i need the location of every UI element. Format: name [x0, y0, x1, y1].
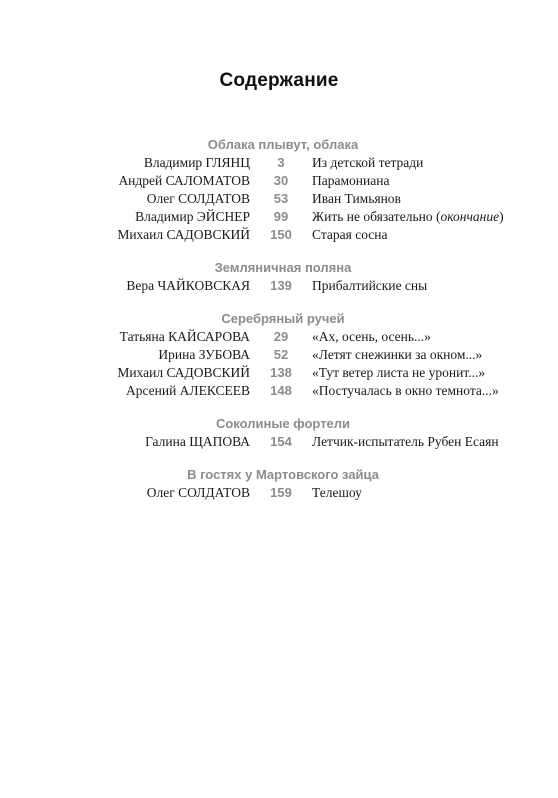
page-title: Содержание [219, 70, 339, 91]
entry-page-number: 139 [270, 278, 292, 293]
entry-title: «Ах, осень, осень...» [312, 329, 431, 344]
entry-title: Иван Тимьянов [312, 191, 401, 206]
entry-page-number: 3 [277, 155, 285, 170]
toc-entry [0, 346, 558, 364]
toc-entry [0, 433, 558, 451]
toc-section [0, 136, 558, 244]
entry-page-number: 99 [273, 209, 289, 224]
toc-entry [0, 277, 558, 295]
entry-title: «Постучалась в окно темнота...» [312, 383, 499, 398]
toc-section [0, 415, 558, 451]
entry-title: «Летят снежинки за окном...» [312, 347, 483, 362]
entry-author: Олег СОЛДАТОВ [146, 485, 250, 500]
toc-entry [0, 172, 558, 190]
toc-entry [0, 382, 558, 400]
entry-page-number: 30 [273, 173, 289, 188]
entry-title: «Тут ветер листа не уронит...» [312, 365, 486, 380]
entry-author: Михаил САДОВСКИЙ [117, 365, 250, 380]
table-of-contents [0, 136, 558, 517]
toc-entry [0, 328, 558, 346]
entry-author: Вера ЧАЙКОВСКАЯ [126, 278, 250, 293]
entry-page-number: 29 [273, 329, 289, 344]
toc-entry [0, 190, 558, 208]
entry-title-note: окончание [440, 209, 500, 224]
entry-title: Летчик-испытатель Рубен Есаян [312, 434, 499, 449]
entry-page-number: 150 [270, 227, 292, 242]
entry-author: Ирина ЗУБОВА [158, 347, 250, 362]
toc-entry [0, 226, 558, 244]
entry-author: Галина ЩАПОВА [145, 434, 250, 449]
entry-page-number: 154 [270, 434, 292, 449]
toc-entry [0, 154, 558, 172]
entry-title: Прибалтийские сны [312, 278, 428, 293]
entry-page-number: 52 [273, 347, 289, 362]
entry-title: Телешоу [312, 485, 362, 500]
entry-page-number: 53 [273, 191, 289, 206]
entry-title: Парамониана [312, 173, 390, 188]
section-title: Земляничная поляна [214, 260, 352, 275]
entry-page-number: 148 [270, 383, 292, 398]
entry-title: Жить не обязательно [312, 209, 433, 224]
section-title: Облака плывут, облака [207, 137, 359, 152]
entry-author: Владимир ЭЙСНЕР [135, 209, 250, 224]
entry-author: Михаил САДОВСКИЙ [117, 227, 250, 242]
entry-title: Старая сосна [312, 227, 388, 242]
toc-entry [0, 484, 558, 502]
entry-author: Владимир ГЛЯНЦ [143, 155, 250, 170]
entry-title-with-note: Жить не обязательно (окончание) [312, 209, 504, 224]
entry-author: Олег СОЛДАТОВ [146, 191, 250, 206]
toc-section [0, 259, 558, 295]
toc-section [0, 310, 558, 400]
entry-title: Из детской тетради [312, 155, 424, 170]
toc-entry [0, 208, 558, 226]
entry-page-number: 159 [270, 485, 292, 500]
entry-author: Татьяна КАЙСАРОВА [119, 329, 250, 344]
entry-author: Арсений АЛЕКСЕЕВ [125, 383, 250, 398]
section-title: Серебряный ручей [221, 311, 345, 326]
entry-author: Андрей САЛОМАТОВ [118, 173, 250, 188]
section-title: Соколиные фортели [215, 416, 351, 431]
toc-entry [0, 364, 558, 382]
section-title: В гостях у Мартовского зайца [187, 467, 379, 482]
entry-page-number: 138 [270, 365, 292, 380]
toc-section [0, 466, 558, 502]
